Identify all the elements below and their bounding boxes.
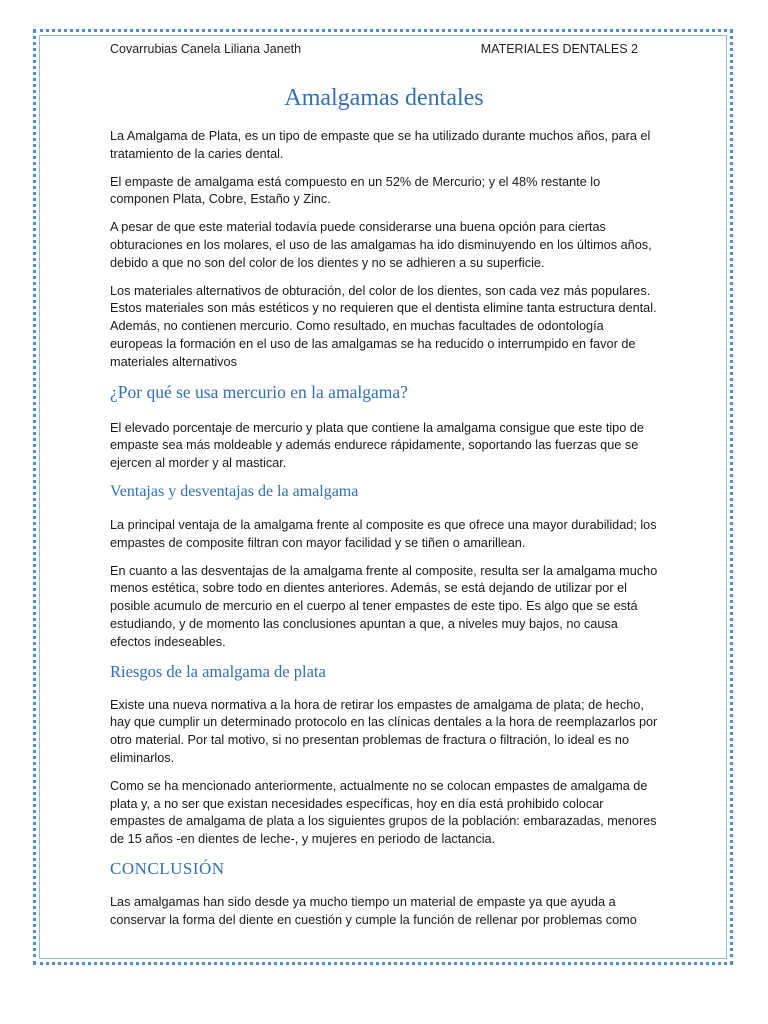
intro-paragraph: A pesar de que este material todavía puede considerarse una buena opción para ciertas obturaciones en los molares, el uso de las amalgamas ha ido disminuyendo en los últimos años, debido a que no son del color de los dientes y no se adhieren a su superficie.	[110, 220, 652, 270]
section-heading-conclusion: CONCLUSIÓN	[110, 858, 225, 878]
section-paragraph: El elevado porcentaje de mercurio y plata que contiene la amalgama consigue que este tipo de empaste sea más moldeable y además endurece rápidamente, soportando las fuerzas que se ejercen al morder y al masticar.	[110, 420, 644, 471]
section-heading-mercury: ¿Por qué se usa mercurio en la amalgama?	[110, 381, 408, 402]
intro-paragraph: El empaste de amalgama está compuesto en un 52% de Mercurio; y el 48% restante lo componen Plata, Cobre, Estaño y Zinc.	[110, 174, 601, 207]
section-paragraph: Las amalgamas han sido desde ya mucho tiempo un material de empaste ya que ayuda a conservar la forma del diente en cuestión y cumple la función de rellenar por problemas como	[110, 894, 637, 927]
page-header	[110, 42, 658, 56]
document-body	[110, 42, 658, 940]
section-heading-pros-cons: Ventajas y desventajas de la amalgama	[110, 482, 359, 500]
section-heading-risks: Riesgos de la amalgama de plata	[110, 661, 326, 681]
section-paragraph: Como se ha mencionado anteriormente, actualmente no se colocan empastes de amalgama de plata y, a no ser que existan necesidades específicas, hoy en día está prohibido colocar empastes de amalgama de plata a los siguientes grupos de la población: embarazadas, menores de 15 años -en dientes de leche-, y mujeres en periodo de lactancia.	[110, 778, 657, 847]
intro-paragraph: Los materiales alternativos de obturación, del color de los dientes, son cada vez más populares. Estos materiales son más estéticos y no requieren que el dentista elimine tanta estructura dental. Además, no contienen mercurio. Como resultado, en muchas facultades de odontología europeas la formación en el uso de las amalgamas se ha reducido o interrumpido en favor de materiales alternativos	[110, 283, 657, 369]
section-paragraph: La principal ventaja de la amalgama frente al composite es que ofrece una mayor durabilidad; los empastes de composite filtran con mayor facilidad y se tiñen o amarillean.	[110, 517, 657, 550]
header-author: Covarrubias Canela Liliana Janeth	[110, 42, 302, 56]
header-course: MATERIALES DENTALES 2	[480, 42, 638, 56]
document-title: Amalgamas dentales	[284, 85, 484, 111]
section-paragraph: Existe una nueva normativa a la hora de retirar los empastes de amalgama de plata; de hecho, hay que cumplir un determinado protocolo en las clínicas dentales a la hora de reemplazarlos por otro material. Por tal motivo, si no presentan problemas de fractura o filtración, lo ideal es no eliminarlos.	[110, 697, 658, 765]
section-paragraph: En cuanto a las desventajas de la amalgama frente al composite, resulta ser la amalgama mucho menos estética, sobre todo en dientes anteriores. Además, se está dejando de utilizar por el posible acumulo de mercurio en el cuerpo al tener empastes de este tipo. Es algo que se está estudiando, y de momento las conclusiones apuntan a que, a niveles muy bajos, no causa efectos indeseables.	[110, 563, 658, 649]
intro-paragraph: La Amalgama de Plata, es un tipo de empaste que se ha utilizado durante muchos años, para el tratamiento de la caries dental.	[110, 129, 651, 161]
